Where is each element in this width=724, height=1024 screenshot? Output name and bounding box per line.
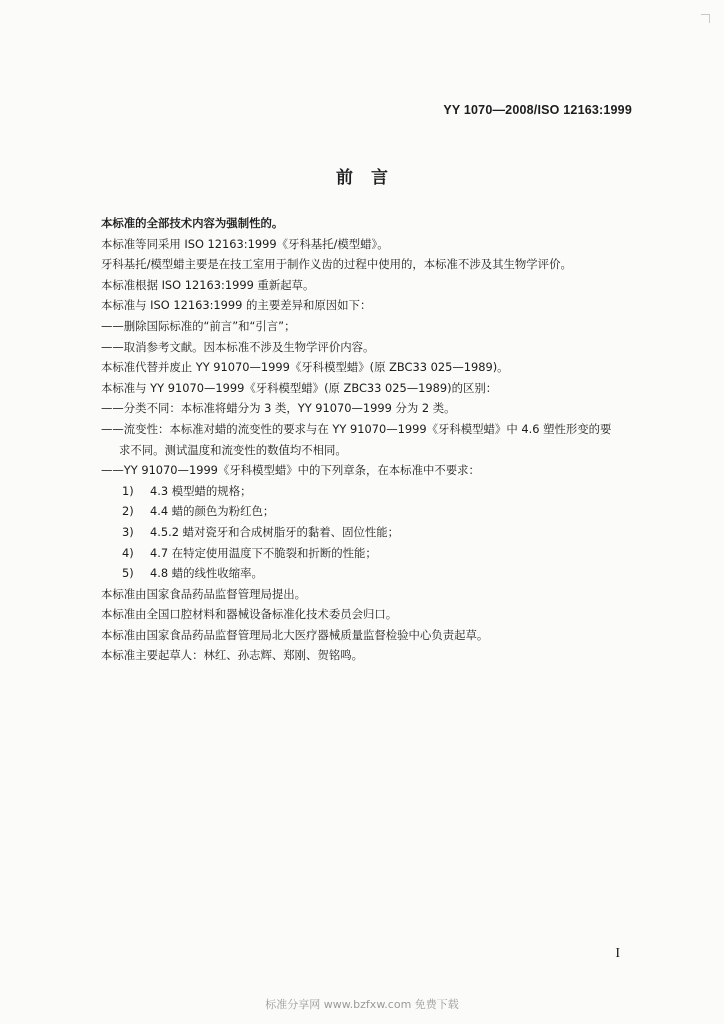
paragraph-line: 求不同。测试温度和流变性的数值均不相同。: [119, 442, 347, 457]
paragraph-line: 本标准的全部技术内容为强制性的。: [101, 216, 284, 230]
list-item-text: 4.3 模型蜡的规格；: [150, 483, 252, 498]
page-corner-mark: [701, 14, 710, 23]
list-item: [101, 501, 641, 522]
list-item-number: 1): [122, 483, 134, 498]
paragraph-line: 本标准由国家食品药品监督管理局北大医疗器械质量监督检验中心负责起草。: [101, 627, 489, 642]
paragraph-line: ——取消参考文献。因本标准不涉及生物学评价内容。: [101, 339, 375, 354]
list-item-text: 4.4 蜡的颜色为粉红色；: [150, 504, 275, 519]
paragraph-line: ——YY 91070—1999《牙科模型蜡》中的下列章条，在本标准中不要求：: [101, 463, 480, 478]
page-title: 前言: [336, 168, 406, 188]
paragraph-line: 本标准与 ISO 12163:1999 的主要差异和原因如下：: [101, 298, 372, 313]
paragraph-line: 本标准与 YY 91070—1999《牙科模型蜡》(原 ZBC33 025—1989)的区别：: [101, 380, 498, 395]
page-number: I: [615, 946, 620, 961]
paragraph-line: 本标准等同采用 ISO 12163:1999《牙科基托/模型蜡》。: [101, 236, 389, 251]
list-item: [101, 563, 641, 584]
list-item-number: 4): [122, 545, 134, 560]
list-item-number: 5): [122, 566, 134, 581]
list-item-text: 4.7 在特定使用温度下不脆裂和折断的性能；: [150, 545, 377, 560]
list-item-number: 3): [122, 524, 134, 539]
standard-code: YY 1070—2008/ISO 12163:1999: [443, 103, 632, 117]
list-item: [101, 543, 641, 564]
paragraph-line: 本标准由全国口腔材料和器械设备标准化技术委员会归口。: [101, 607, 398, 622]
paragraph-line: 本标准根据 ISO 12163:1999 重新起草。: [101, 277, 315, 292]
paragraph-line: ——流变性：本标准对蜡的流变性的要求与在 YY 91070—1999《牙科模型蜡》中 4.6 塑性形变的要: [101, 421, 612, 436]
paragraph-line: 本标准由国家食品药品监督管理局提出。: [101, 586, 307, 601]
list-item-number: 2): [122, 504, 134, 519]
footer-watermark: 标准分享网 www.bzfxw.com 免费下载: [265, 998, 459, 1011]
paragraph-line: 牙科基托/模型蜡主要是在技工室用于制作义齿的过程中使用的，本标准不涉及其生物学评价。: [101, 257, 572, 272]
foreword-body: [101, 213, 641, 666]
paragraph-line: ——删除国际标准的“前言”和“引言”；: [101, 318, 296, 333]
paragraph-line: 本标准主要起草人：林红、孙志辉、郑刚、贺铭鸣。: [101, 648, 363, 663]
paragraph-line: ——分类不同：本标准将蜡分为 3 类，YY 91070—1999 分为 2 类。: [101, 401, 456, 416]
list-item-text: 4.5.2 蜡对瓷牙和合成树脂牙的黏着、固位性能；: [150, 524, 400, 539]
list-item-text: 4.8 蜡的线性收缩率。: [150, 566, 263, 581]
list-item: [101, 481, 641, 502]
list-item: [101, 522, 641, 543]
paragraph-line: 本标准代替并废止 YY 91070—1999《牙科模型蜡》(原 ZBC33 025—1989)。: [101, 360, 509, 375]
